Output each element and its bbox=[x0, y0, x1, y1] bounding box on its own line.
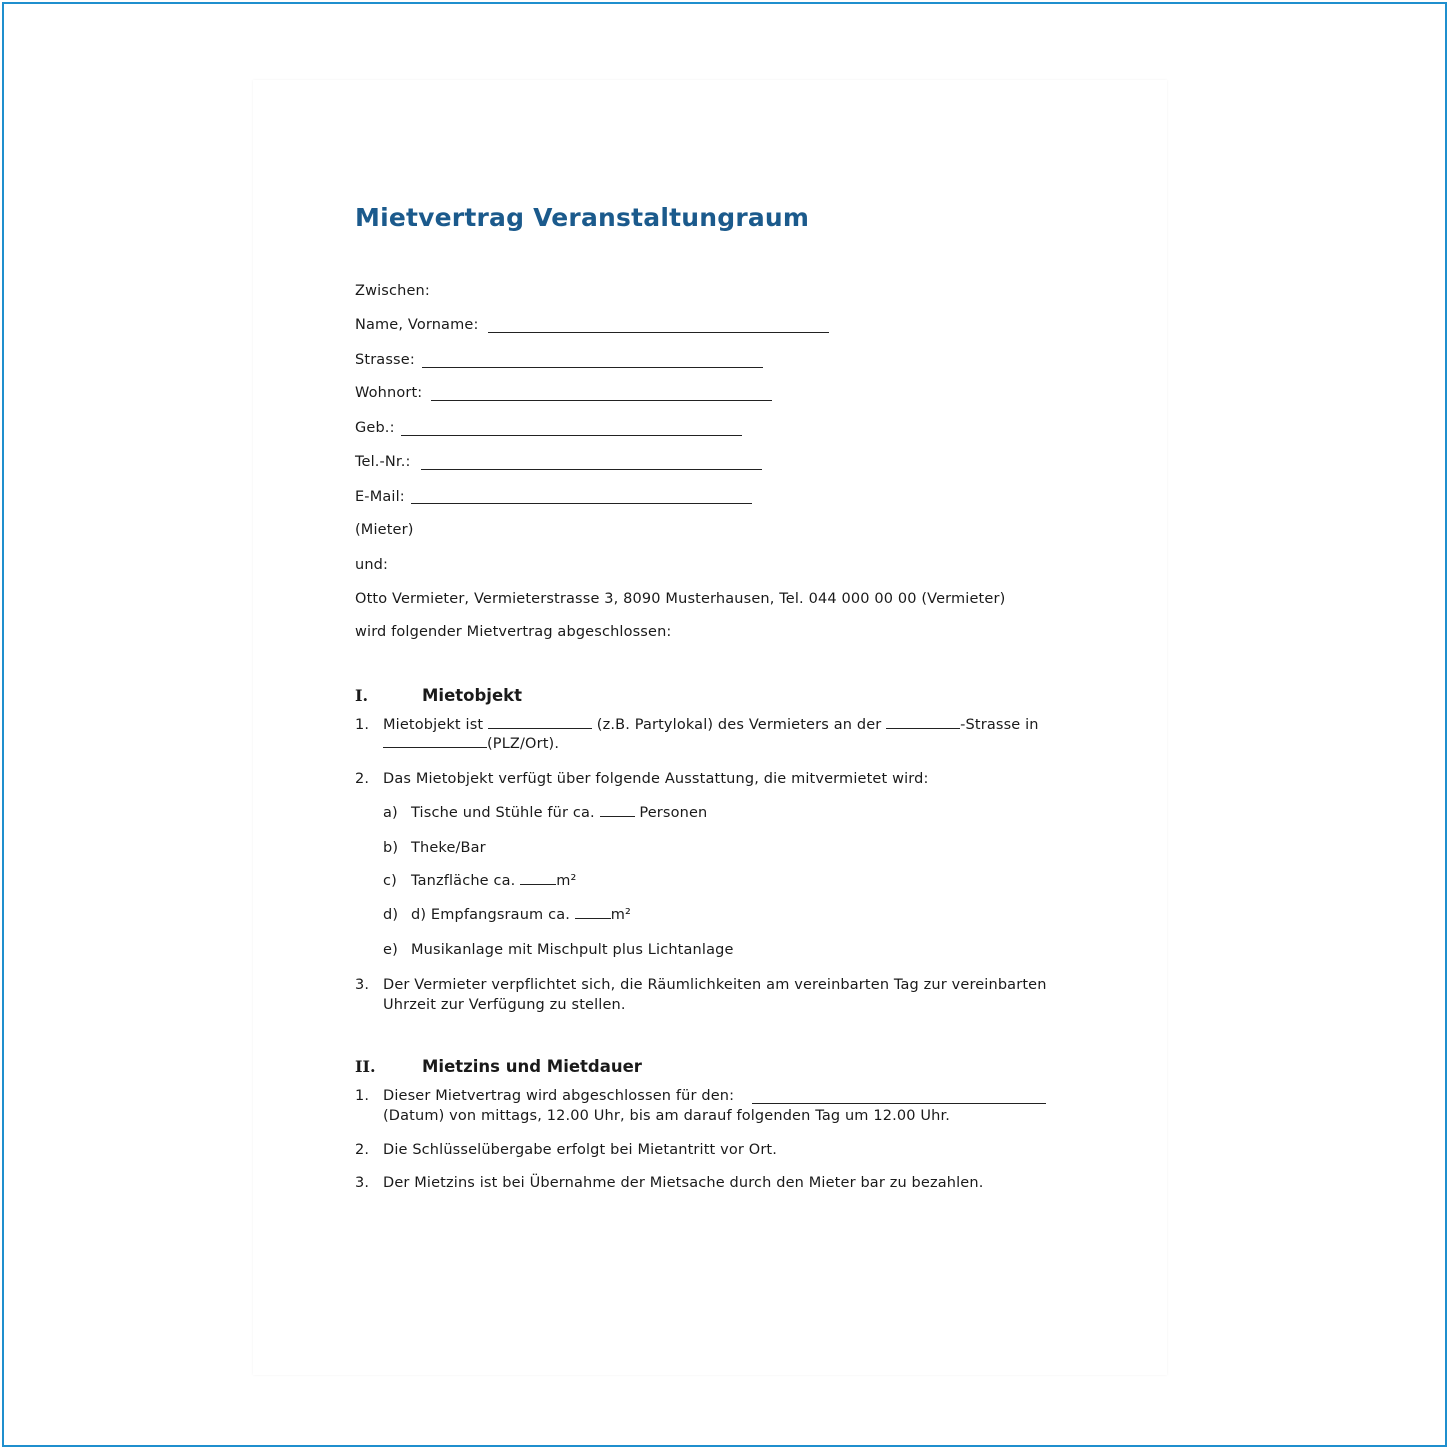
name-field-blank[interactable] bbox=[488, 332, 829, 333]
residence-field-label: Wohnort: bbox=[355, 385, 423, 401]
s2-item1-line1: Dieser Mietvertrag wird abgeschlossen für den: bbox=[383, 1088, 735, 1104]
s1-sub-b-text: Theke/Bar bbox=[411, 840, 486, 856]
s2-item1-line2: (Datum) von mittags, 12.00 Uhr, bis am darauf folgenden Tag um 12.00 Uhr. bbox=[383, 1108, 951, 1124]
s1-sub-a-label: a) bbox=[383, 805, 398, 821]
name-field-label: Name, Vorname: bbox=[355, 317, 479, 333]
object-type-blank[interactable] bbox=[488, 727, 592, 729]
s1-sub-c-unit: m² bbox=[556, 873, 577, 889]
and-label: und: bbox=[355, 557, 389, 573]
phone-field-label: Tel.-Nr.: bbox=[355, 454, 411, 470]
birth-field-blank[interactable] bbox=[401, 435, 742, 436]
s1-item3-number: 3. bbox=[355, 977, 370, 993]
residence-field-blank[interactable] bbox=[431, 400, 772, 401]
section2-number: II. bbox=[355, 1057, 376, 1076]
s1-item2-number: 2. bbox=[355, 771, 370, 787]
s1-sub-c-part1: Tanzfläche ca. bbox=[411, 873, 516, 889]
s1-sub-c-label: c) bbox=[383, 873, 397, 889]
s1-sub-a-part1: Tische und Stühle für ca. bbox=[411, 805, 595, 821]
s2-item1-number: 1. bbox=[355, 1088, 370, 1104]
s1-sub-a-part2: Personen bbox=[639, 805, 708, 821]
street-field-blank[interactable] bbox=[422, 367, 763, 368]
s1-item1-text bbox=[383, 717, 1039, 733]
s1-item1-part3: -Strasse in bbox=[960, 717, 1039, 733]
street-field-label: Strasse: bbox=[355, 352, 415, 368]
s2-item3-text: Der Mietzins ist bei Übernahme der Mietsache durch den Mieter bar zu bezahlen. bbox=[383, 1175, 984, 1191]
persons-count-blank[interactable] bbox=[600, 815, 635, 817]
s2-item2-number: 2. bbox=[355, 1142, 370, 1158]
s1-item1-number: 1. bbox=[355, 717, 370, 733]
email-field-blank[interactable] bbox=[411, 503, 752, 504]
tenant-role: (Mieter) bbox=[355, 522, 414, 538]
contract-date-blank[interactable] bbox=[752, 1103, 1046, 1104]
s1-item3-line2: Uhrzeit zur Verfügung zu stellen. bbox=[383, 997, 626, 1013]
section1-number: I. bbox=[355, 686, 369, 705]
s2-item3-number: 3. bbox=[355, 1175, 370, 1191]
reception-area-blank[interactable] bbox=[575, 917, 611, 919]
plz-ort-blank[interactable] bbox=[383, 746, 487, 748]
s1-item1-line2 bbox=[383, 736, 559, 752]
section1-title: Mietobjekt bbox=[422, 686, 523, 705]
street-name-blank[interactable] bbox=[886, 727, 960, 729]
between-label: Zwischen: bbox=[355, 283, 430, 299]
phone-field-blank[interactable] bbox=[421, 469, 762, 470]
s1-item1-part4: (PLZ/Ort). bbox=[487, 736, 560, 752]
s1-sub-c-text bbox=[411, 873, 576, 889]
s1-sub-e-text: Musikanlage mit Mischpult plus Lichtanlage bbox=[411, 942, 734, 958]
s1-sub-a-text bbox=[411, 805, 707, 821]
s1-item1-part2: (z.B. Partylokal) des Vermieters an der bbox=[596, 717, 882, 733]
s1-item1-part1: Mietobjekt ist bbox=[383, 717, 484, 733]
s1-item3-line1: Der Vermieter verpflichtet sich, die Räumlichkeiten am vereinbarten Tag zur vereinbarten bbox=[383, 977, 1047, 993]
landlord-info: Otto Vermieter, Vermieterstrasse 3, 8090 Musterhausen, Tel. 044 000 00 00 (Vermieter) bbox=[355, 591, 1006, 607]
document-title: Mietvertrag Veranstaltungraum bbox=[355, 203, 810, 232]
s1-sub-e-label: e) bbox=[383, 942, 398, 958]
s1-sub-d-part1: d) Empfangsraum ca. bbox=[411, 907, 570, 923]
birth-field-label: Geb.: bbox=[355, 420, 395, 436]
concluded-text: wird folgender Mietvertrag abgeschlossen: bbox=[355, 624, 672, 640]
s2-item2-text: Die Schlüsselübergabe erfolgt bei Mietantritt vor Ort. bbox=[383, 1142, 778, 1158]
s1-sub-b-label: b) bbox=[383, 840, 399, 856]
section2-title: Mietzins und Mietdauer bbox=[422, 1057, 642, 1076]
dancefloor-area-blank[interactable] bbox=[520, 883, 556, 885]
s1-sub-d-unit: m² bbox=[610, 907, 632, 923]
s1-sub-d-text bbox=[411, 907, 631, 923]
s1-sub-d-label: d) bbox=[383, 907, 399, 923]
email-field-label: E-Mail: bbox=[355, 489, 405, 505]
s1-item2-text: Das Mietobjekt verfügt über folgende Ausstattung, die mitvermietet wird: bbox=[383, 771, 929, 787]
